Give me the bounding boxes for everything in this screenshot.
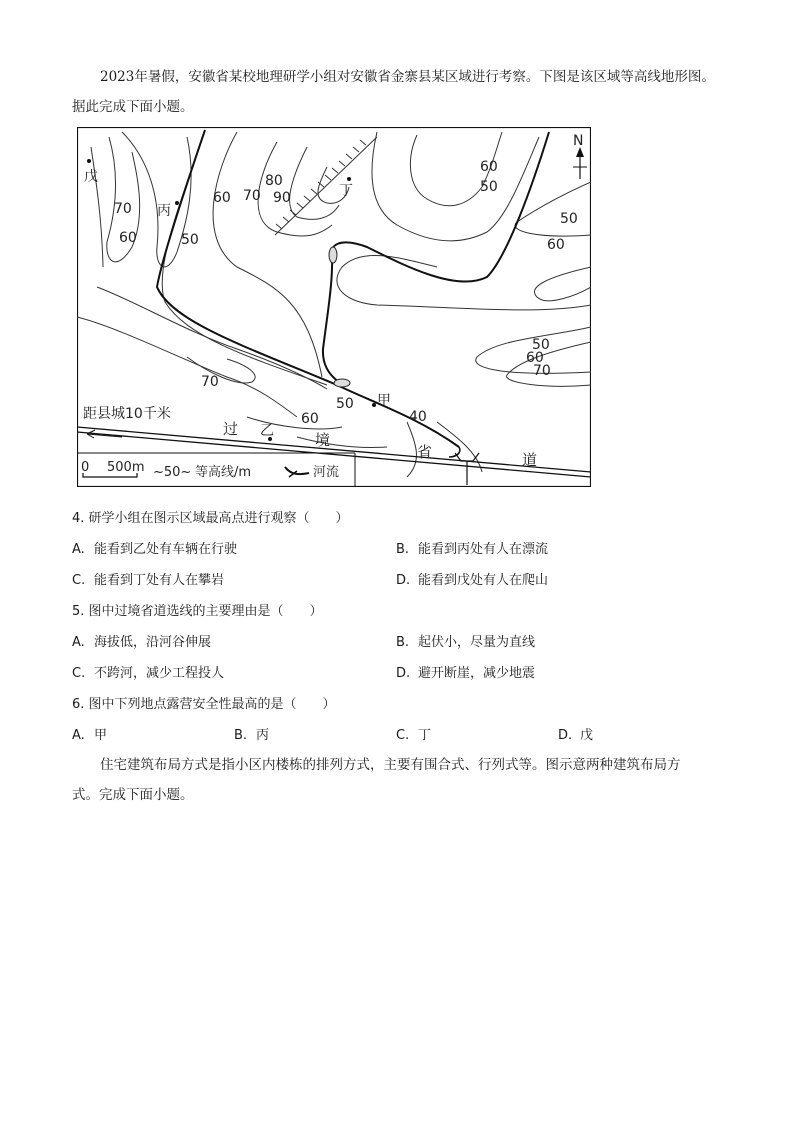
intro-1-line-1: 2023年暑假，安徽省某校地理研学小组对安徽省金寨县某区域进行考察。下图是该区域等高线地形图。 (100, 69, 715, 85)
intro-paragraph-1 (72, 62, 736, 122)
road-char: 境 (315, 431, 331, 449)
contour-label: 60 (301, 411, 319, 427)
question-5-option-b[interactable]: B. 起伏小，尽量为直线 (396, 635, 536, 650)
map-frame (78, 128, 591, 487)
road-char: 省 (417, 443, 433, 461)
question-4-option-a[interactable]: A. 能看到乙处有车辆在行驶 (72, 542, 238, 557)
contour-label: 70 (243, 188, 261, 204)
point-wu (87, 159, 91, 163)
scale-zero: 0 (81, 460, 90, 475)
point-ding (347, 177, 351, 181)
contour-label: 70 (201, 374, 219, 390)
question-5-option-c[interactable]: C. 不跨河，减少工程投人 (72, 666, 225, 681)
question-6-option-a[interactable]: A. 甲 (72, 728, 108, 743)
place-label-bing: 丙 (157, 203, 171, 219)
contour-label: 60 (119, 230, 137, 246)
question-5-option-d[interactable]: D. 避开断崖，减少地震 (396, 666, 536, 681)
contour-label: 50 (560, 211, 578, 227)
point-bing (175, 201, 179, 205)
question-4-option-d[interactable]: D. 能看到戊处有人在爬山 (396, 573, 549, 588)
north-label: N (573, 133, 584, 149)
contour-label: 60 (480, 159, 498, 175)
question-6-option-c[interactable]: C. 丁 (396, 728, 432, 743)
question-5-stem: 5. 图中过境省道选线的主要理由是（ ） (72, 604, 323, 619)
question-4-option-c[interactable]: C. 能看到丁处有人在攀岩 (72, 573, 225, 588)
contour-label: 70 (533, 363, 551, 379)
contour-label: 60 (526, 350, 544, 366)
contour-label: 70 (114, 201, 132, 217)
scale-length: 500m (107, 460, 145, 475)
question-4-option-b[interactable]: B. 能看到丙处有人在漂流 (396, 542, 549, 557)
question-6-option-b[interactable]: B. 丙 (234, 728, 270, 743)
question-6-stem: 6. 图中下列地点露营安全性最高的是（ ） (72, 697, 336, 712)
contour-label: 60 (213, 190, 231, 206)
contour-legend-sample: ~50~ (153, 465, 192, 480)
contour-label: 40 (409, 409, 427, 425)
point-jia (372, 403, 376, 407)
road-distance-note: 距县城10千米 (83, 406, 171, 422)
contour-label: 50 (336, 396, 354, 412)
intro-paragraph-2 (72, 750, 736, 810)
intro-2-line-2: 式。完成下面小题。 (72, 787, 194, 803)
contour-legend-text: 等高线/m (195, 465, 252, 480)
place-label-wu: 戊 (84, 169, 98, 185)
contour-map-figure (77, 127, 591, 487)
road-char: 道 (522, 451, 538, 469)
question-6-option-d[interactable]: D. 戊 (558, 728, 594, 743)
intro-2-line-1: 住宅建筑布局方式是指小区内楼栋的排列方式，主要有围合式、行列式等。图示意两种建筑布局方 (100, 757, 681, 773)
contour-label: 50 (532, 337, 550, 353)
road-char: 过 (223, 420, 239, 438)
contour-label: 50 (181, 232, 199, 248)
contour-label: 90 (273, 190, 291, 206)
place-label-jia: 甲 (377, 393, 391, 409)
contour-label: 60 (547, 237, 565, 253)
place-label-yi: 乙 (260, 423, 274, 439)
river-legend-text: 河流 (313, 465, 340, 480)
place-label-ding: 丁 (339, 183, 353, 199)
question-5-option-a[interactable]: A. 海拔低，沿河谷伸展 (72, 635, 212, 650)
contour-label: 80 (265, 173, 283, 189)
contour-label: 50 (480, 179, 498, 195)
question-4-stem: 4. 研学小组在图示区域最高点进行观察（ ） (72, 511, 349, 526)
intro-1-line-2: 据此完成下面小题。 (72, 99, 194, 115)
